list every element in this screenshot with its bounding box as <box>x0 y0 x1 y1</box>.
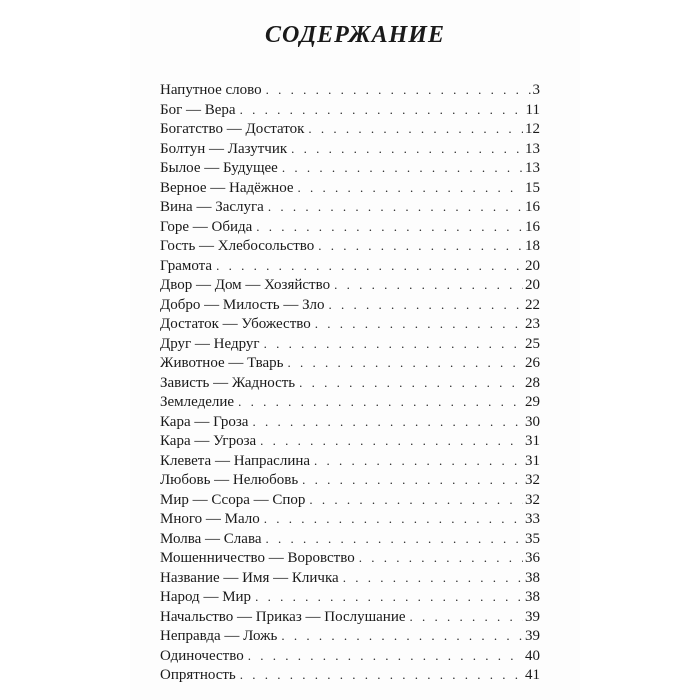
toc-entry <box>160 394 540 414</box>
toc-dot-leader <box>298 180 523 196</box>
toc-entry <box>160 609 540 629</box>
toc-entry <box>160 277 540 297</box>
toc-entry-page: 30 <box>525 413 540 430</box>
toc-entry <box>160 667 540 687</box>
toc-entry-title: Былое — Будущее <box>160 160 278 176</box>
toc-entry-page: 16 <box>525 199 540 215</box>
toc-entry <box>160 531 540 551</box>
toc-entry-page: 31 <box>525 433 540 449</box>
toc-entry-title: Мир — Ссора — Спор <box>160 491 306 508</box>
toc-entry-page: 39 <box>525 608 540 625</box>
toc-entry <box>160 433 540 453</box>
toc-dot-leader <box>216 258 523 274</box>
toc-entry-title: Верное — Надёжное <box>160 179 294 196</box>
toc-entry-page: 12 <box>525 121 540 137</box>
toc-entry-title: Достаток — Убожество <box>160 316 311 332</box>
toc-entry <box>160 570 540 590</box>
toc-entry-page: 15 <box>525 179 540 196</box>
toc-entry-page: 40 <box>525 647 540 664</box>
toc-entry-page: 33 <box>525 511 540 527</box>
toc-entry-page: 29 <box>525 394 540 410</box>
toc-entry <box>160 199 540 219</box>
toc-entry-title: Народ — Мир <box>160 589 252 605</box>
toc-entry-page: 3 <box>532 82 540 98</box>
toc-dot-leader <box>240 102 524 118</box>
toc-entry-title: Опрятность <box>160 667 236 683</box>
toc-entry-page: 20 <box>525 257 540 274</box>
toc-entry-page: 36 <box>525 550 540 566</box>
toc-entry-title: Грамота <box>160 257 213 274</box>
toc-entry-title: Неправда — Ложь <box>160 628 278 644</box>
toc-entry-page: 20 <box>525 277 540 293</box>
toc-entry <box>160 550 540 570</box>
toc-dot-leader <box>318 238 523 254</box>
toc-entry-title: Много — Мало <box>160 511 260 527</box>
toc-dot-leader <box>265 531 523 547</box>
toc-entry-title: Земледелие <box>160 394 235 410</box>
toc-dot-leader <box>282 160 523 176</box>
toc-entry <box>160 141 540 161</box>
toc-entry-title: Клевета — Напраслина <box>160 452 311 469</box>
toc-entry <box>160 628 540 648</box>
toc-entry-title: Кара — Гроза <box>160 413 249 430</box>
toc-entry-page: 13 <box>525 160 540 176</box>
toc-entry <box>160 121 540 141</box>
toc-entry-page: 31 <box>525 452 540 469</box>
toc-dot-leader <box>334 277 523 293</box>
toc-entry-title: Напутное слово <box>160 82 262 98</box>
toc-dot-leader <box>315 316 523 332</box>
toc-dot-leader <box>299 375 523 391</box>
toc-entry-title: Зависть — Жадность <box>160 374 296 391</box>
toc-entry-page: 38 <box>525 569 540 586</box>
toc-entry-page: 32 <box>525 472 540 488</box>
toc-entry <box>160 492 540 512</box>
toc-entry-title: Бог — Вера <box>160 101 236 118</box>
toc-entry <box>160 316 540 336</box>
toc-entry-page: 11 <box>525 101 540 118</box>
toc-dot-leader <box>314 453 523 469</box>
toc-entry-page: 28 <box>525 374 540 391</box>
toc-entry <box>160 453 540 473</box>
toc-entry-page: 32 <box>525 491 540 508</box>
toc-entry-title: Животное — Тварь <box>160 355 284 371</box>
toc-dot-leader <box>410 609 523 625</box>
toc-entry-page: 38 <box>525 589 540 605</box>
toc-entry <box>160 258 540 278</box>
toc-entry-title: Двор — Дом — Хозяйство <box>160 277 331 293</box>
toc-dot-leader <box>308 121 523 137</box>
toc-entry-title: Одиночество <box>160 647 244 664</box>
toc-entry <box>160 336 540 356</box>
toc-entry-title: Богатство — Достаток <box>160 121 305 137</box>
toc-entry-title: Молва — Слава <box>160 530 262 547</box>
toc-dot-leader <box>248 648 523 664</box>
toc-entry-page: 18 <box>525 238 540 254</box>
toc-dot-leader <box>256 219 523 235</box>
toc-dot-leader <box>328 297 523 313</box>
toc-entry-title: Начальство — Приказ — Послушание <box>160 608 406 625</box>
toc-entry-page: 39 <box>525 628 540 644</box>
toc-entry-page: 13 <box>525 140 540 157</box>
toc-entry-page: 16 <box>525 218 540 235</box>
toc-dot-leader <box>238 394 523 410</box>
toc-dot-leader <box>287 355 523 371</box>
toc-entry <box>160 238 540 258</box>
page-title: СОДЕРЖАНИЕ <box>265 22 445 48</box>
toc-dot-leader <box>302 472 523 488</box>
toc-entry-title: Друг — Недруг <box>160 335 260 352</box>
toc-dot-leader <box>309 492 523 508</box>
toc-dot-leader <box>240 667 523 683</box>
toc-dot-leader <box>264 336 523 352</box>
toc-entry-title: Горе — Обида <box>160 218 253 235</box>
toc-entry-title: Болтун — Лазутчик <box>160 140 288 157</box>
toc-dot-leader <box>252 414 523 430</box>
toc-entry <box>160 472 540 492</box>
table-of-contents <box>160 82 540 687</box>
toc-entry-page: 22 <box>525 296 540 313</box>
toc-entry-title: Добро — Милость — Зло <box>160 296 325 313</box>
toc-entry-page: 41 <box>525 667 540 683</box>
toc-entry <box>160 102 540 122</box>
toc-dot-leader <box>266 82 531 98</box>
toc-entry-title: Мошенничество — Воровство <box>160 550 355 566</box>
toc-entry <box>160 82 540 102</box>
toc-dot-leader <box>255 589 523 605</box>
toc-entry <box>160 355 540 375</box>
toc-entry-title: Кара — Угроза <box>160 433 257 449</box>
toc-entry <box>160 180 540 200</box>
toc-entry <box>160 414 540 434</box>
toc-entry-page: 25 <box>525 335 540 352</box>
toc-entry <box>160 297 540 317</box>
toc-entry-title: Любовь — Нелюбовь <box>160 472 299 488</box>
toc-dot-leader <box>260 433 523 449</box>
toc-entry-title: Вина — Заслуга <box>160 199 264 215</box>
toc-dot-leader <box>291 141 523 157</box>
toc-entry <box>160 648 540 668</box>
toc-entry <box>160 589 540 609</box>
toc-entry <box>160 160 540 180</box>
toc-dot-leader <box>343 570 523 586</box>
toc-entry <box>160 375 540 395</box>
toc-dot-leader <box>281 628 523 644</box>
toc-entry-page: 26 <box>525 355 540 371</box>
toc-dot-leader <box>264 511 523 527</box>
toc-entry <box>160 511 540 531</box>
toc-dot-leader <box>359 550 523 566</box>
toc-entry <box>160 219 540 239</box>
toc-entry-page: 23 <box>525 316 540 332</box>
toc-entry-title: Название — Имя — Кличка <box>160 569 339 586</box>
toc-entry-title: Гость — Хлебосольство <box>160 238 315 254</box>
toc-dot-leader <box>268 199 523 215</box>
toc-entry-page: 35 <box>525 530 540 547</box>
